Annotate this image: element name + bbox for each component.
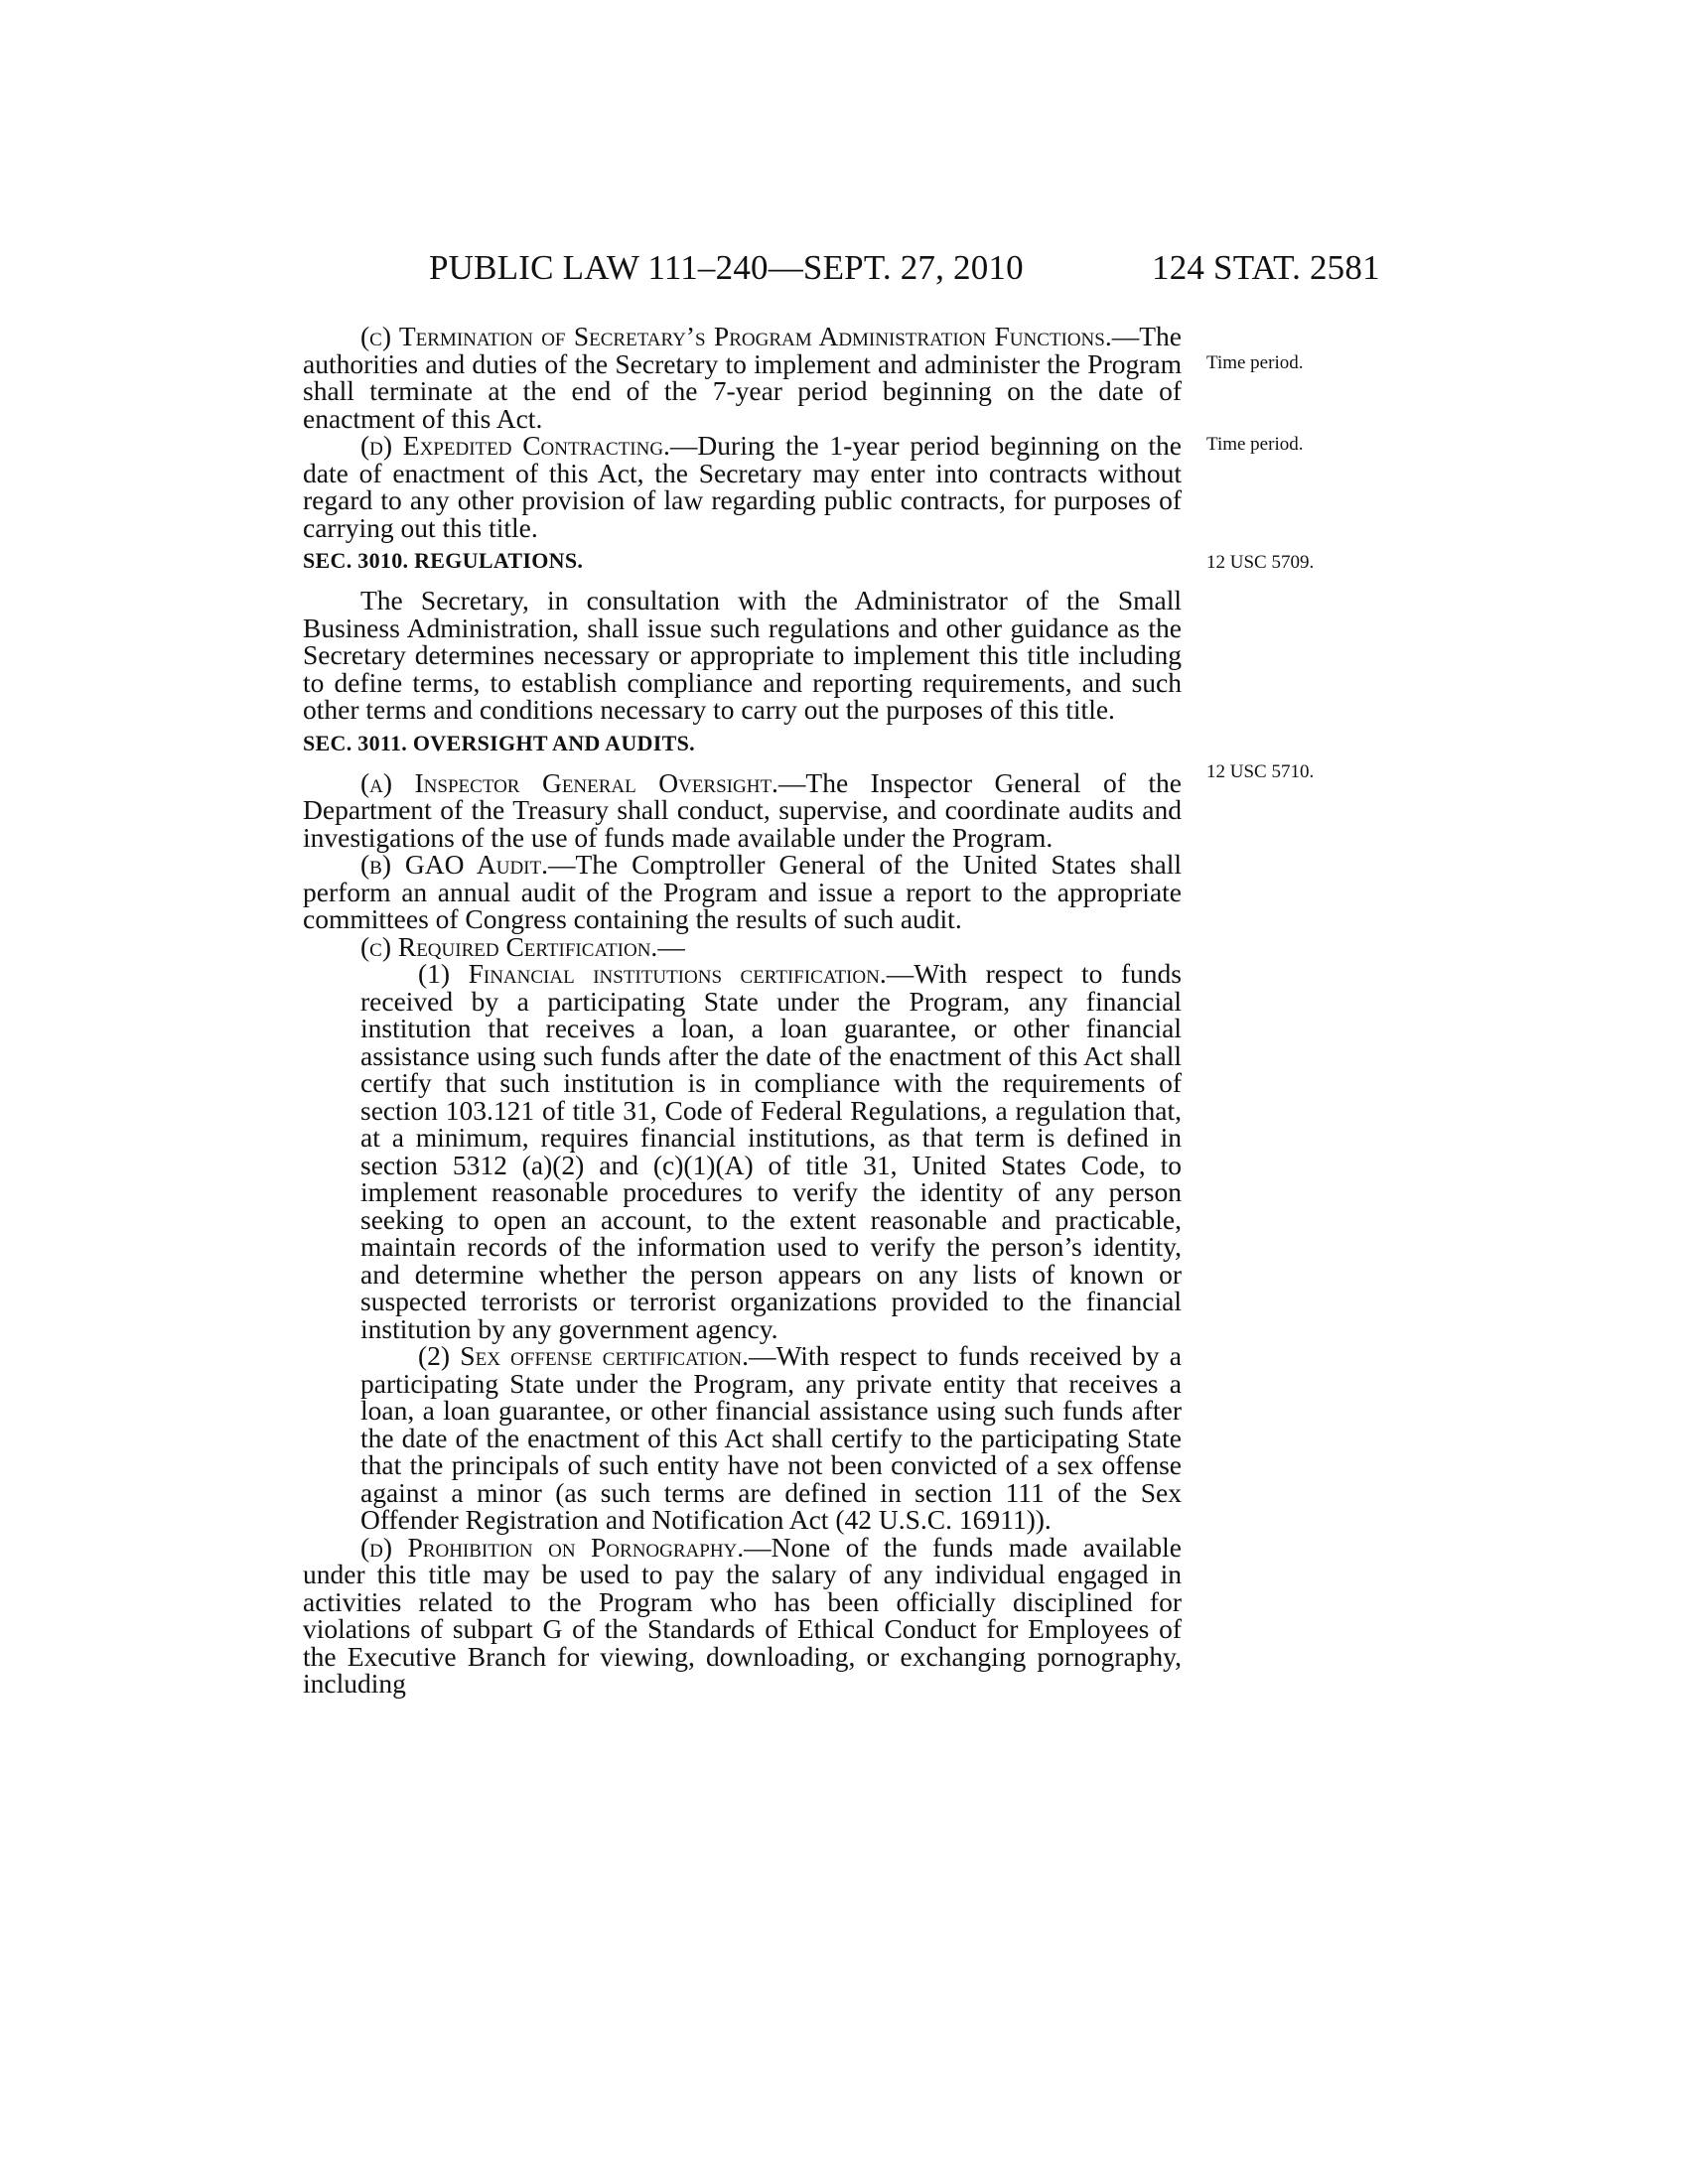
running-head-title: PUBLIC LAW 111–240—SEPT. 27, 2010 (429, 248, 1024, 287)
paragraph-heading: (1) Financial institutions certification. (418, 958, 887, 989)
margin-note-time-period-1: Time period. (1206, 352, 1304, 373)
paragraph-heading: (c) Required Certification. (360, 930, 658, 962)
paragraph-heading: (d) Expedited Contracting. (360, 430, 670, 461)
section-heading-3011: SEC. 3011. OVERSIGHT AND AUDITS. (303, 730, 695, 755)
paragraph-heading: (b) GAO Audit. (360, 849, 548, 880)
paragraph-heading: (d) Prohibition on Pornography. (360, 1531, 745, 1563)
paragraph-text: — (657, 930, 685, 962)
paragraph-b-gao-audit (303, 851, 1182, 933)
paragraph-text: —With respect to funds received by a participating State under the Program, any financial institution that receives a loan, a loan guarantee, or other financial assistance using such funds after the date of the enactment of this Act shall certify that such institution is in compliance with the requirements of section 103.121 of title 31, Code of Federal Regulations, a regulation that, at a minimum, requires financial institutions, as that term is defined in section 5312 (a)(2) and (c)(1)(A) of title 31, United States Code, to implement reasonable procedures to verify the identity of any person seeking to open an account, to the extent reasonable and practicable, maintain records of the information used to verify the person’s identity, and determine whether the person appears on any lists of known or suspected terrorists or terrorist organizations provided to the financial institution by any government agency. (360, 958, 1182, 1344)
paragraph-text: —During the 1-year period beginning on the date of enactment of this Act, the Secretary may enter into contracts without regard to any other provision of law regarding public contracts, for purposes of carrying out this title. (303, 430, 1182, 543)
paragraph-heading: (2) Sex offense certification. (418, 1340, 749, 1371)
paragraph-c-termination (303, 323, 1182, 432)
paragraph-c-required-certification (303, 930, 1182, 962)
paragraph-d-expedited-contracting (303, 432, 1182, 541)
paragraph-c2-sex-offense (360, 1342, 1182, 1534)
paragraph-d-prohibition-pornography (303, 1531, 1182, 1699)
section-heading-3010: SEC. 3010. REGULATIONS. (303, 548, 584, 573)
paragraph-heading: (a) Inspector General Oversight. (360, 766, 778, 798)
paragraph-heading: (c) Termination of Secretary’s Program Administration Functions. (360, 321, 1112, 351)
paragraph-c1-financial-institutions (360, 960, 1182, 1342)
paragraph-text: —The authorities and duties of the Secretary to implement and administer the Program shall terminate at the end of the 7-year period beginning on the date of enactment of this Act. (303, 321, 1182, 434)
paragraph-a-inspector-general (303, 766, 1182, 853)
body-text (303, 323, 1182, 1698)
paragraph-text: —The Inspector General of the Department of the Treasury shall conduct, supervise, and coordinate audits and investigations of the use of funds made available under the Program. (303, 766, 1182, 853)
paragraph-regulations: The Secretary, in consultation with the Administrator of the Small Business Administration, shall issue such regulations and other guidance as the Secretary determines necessary or appropriate to implement this title including to define terms, to establish compliance and reporting requirements, and such other terms and conditions necessary to carry out the purposes of this title. (303, 585, 1182, 725)
paragraph-text: —The Comptroller General of the United States shall perform an annual audit of the Program and issue a report to the appropriate committees of Congress containing the results of such audit. (303, 849, 1182, 934)
running-head-page: 124 STAT. 2581 (1152, 248, 1380, 287)
margin-note-time-period-2: Time period. (1206, 434, 1304, 455)
paragraph-text: —With respect to funds received by a participating State under the Program, any private entity that receives a loan, a loan guarantee, or other financial assistance using such funds after the date of the enactment of this Act shall certify to the participating State that the principals of such entity have not been convicted of a sex offense against a minor (as such terms are defined in section 111 of the Sex Offender Registration and Notification Act (42 U.S.C. 16911)). (360, 1340, 1182, 1535)
margin-note-usc-5709: 12 USC 5709. (1206, 552, 1315, 573)
paragraph-text: —None of the funds made available under this title may be used to pay the salary of any individual engaged in activities related to the Program who has been officially disciplined for violations of subpart G of the Standards of Ethical Conduct for Employees of the Executive Branch for viewing, downloading, or exchanging pornography, including (303, 1531, 1182, 1699)
margin-note-usc-5710: 12 USC 5710. (1206, 761, 1315, 782)
